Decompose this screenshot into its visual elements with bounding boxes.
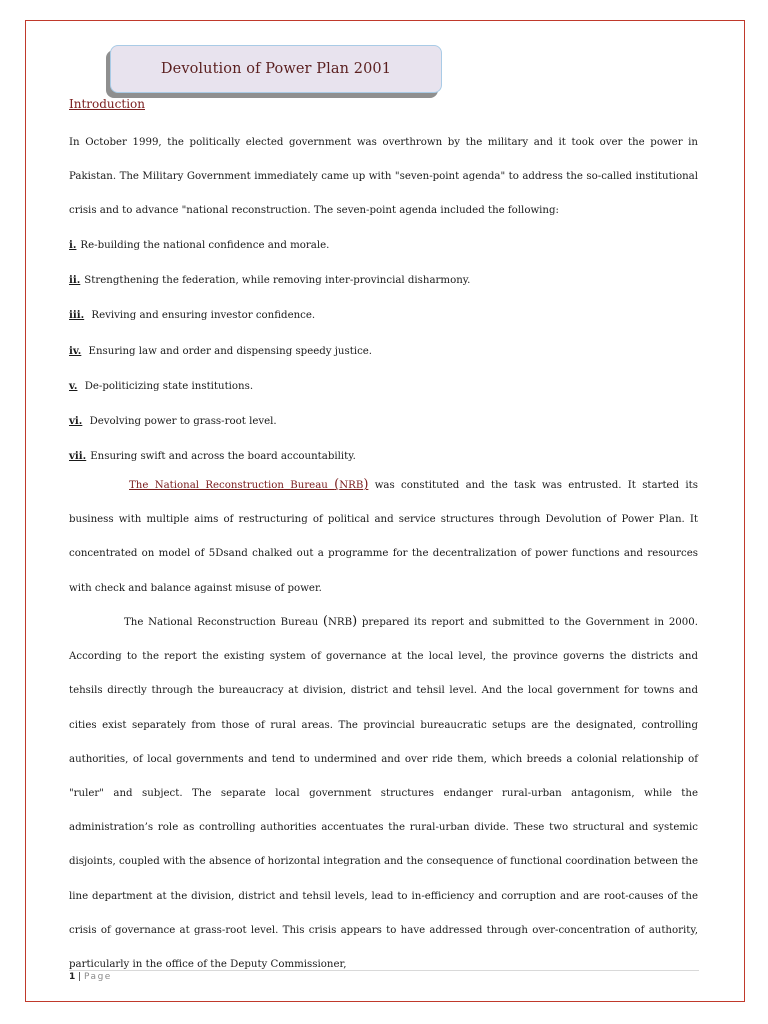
- agenda-item: [69, 369, 698, 404]
- page-separator: |: [75, 972, 85, 982]
- agenda-number: ii.: [69, 274, 81, 287]
- agenda-item: [69, 228, 698, 263]
- agenda-number: iii.: [69, 309, 85, 322]
- paragraph-body: prepared its report and submitted to the Government in 2000. According to the report the existing system of governance at the local level, the province governs the districts and tehsils directly through the bureaucracy at division, district and tehsil level. And the local government for towns and cities exist separately from those of rural areas. The provincial bureaucratic setups are the designated, controlling authorities, of local governments and tend to undermined and over ride them, which breeds a colonial relationship of "ruler" and subject. The separate local government structures endanger rural-urban antagonism, while the administration’s role as controlling authorities accentuates the rural-urban divide. These two structural and systemic disjoints, coupled with the absence of horizontal integration and the consequence of functional coordination between the line department at the division, district and tehsil levels, lead to in-efficiency and corruption and are root-causes of the crisis of governance at grass-root level. This crisis appears to have addressed through over-concentration of authority, particularly in the office of the Deputy Commissioner,: [69, 617, 698, 971]
- agenda-text: Reviving and ensuring investor confidence.: [88, 310, 316, 322]
- section-heading: Introduction: [69, 97, 145, 111]
- agenda-number: vi.: [69, 415, 83, 428]
- agenda-text: Devolving power to grass-root level.: [86, 416, 277, 428]
- page-footer: [69, 972, 112, 982]
- agenda-text: Ensuring law and order and dispensing speedy justice.: [85, 345, 373, 357]
- document-title: Devolution of Power Plan 2001: [160, 61, 392, 77]
- paragraph-lead: The National Reconstruction Bureau: [124, 617, 323, 628]
- agenda-text: De-politicizing state institutions.: [81, 380, 254, 392]
- nrb-link-text: The National Reconstruction Bureau: [129, 480, 335, 491]
- agenda-number: v.: [69, 379, 78, 392]
- agenda-text: Strengthening the federation, while removing inter-provincial disharmony.: [84, 275, 471, 287]
- agenda-item: [69, 334, 698, 369]
- agenda-item: [69, 263, 698, 298]
- page-number: 1: [69, 972, 76, 982]
- nrb-abbr: NRB: [339, 480, 364, 491]
- paragraph-intro: In October 1999, the politically elected government was overthrown by the military and it took over the power in Pakistan. The Military Government immediately came up with "seven-point agenda" to address the so-called institutional crisis and to advance "national reconstruction. The seven-point agenda included the following:: [69, 137, 698, 217]
- paragraph-nrb-report: The National Reconstruction Bureau (NRB) prepared its report and submitted to the Government in 2000. According to the report the existing system of governance at the local level, the province governs the districts and tehsils directly through the bureaucracy at division, district and tehsil level. And the local government for towns and cities exist separately from those of rural areas. The provincial bureaucratic setups are the designated, controlling authorities, of local governments and tend to undermined and over ride them, which breeds a colonial relationship of "ruler" and subject. The separate local government structures endanger rural-urban antagonism, while the administration’s role as controlling authorities accentuates the rural-urban divide. These two structural and systemic disjoints, coupled with the absence of horizontal integration and the consequence of functional coordination between the line department at the division, district and tehsil levels, lead to in-efficiency and corruption and are root-causes of the crisis of governance at grass-root level. This crisis appears to have addressed through over-concentration of authority, particularly in the office of the Deputy Commissioner,: [69, 614, 698, 971]
- agenda-number: vii.: [69, 450, 87, 463]
- agenda-item: [69, 404, 698, 439]
- title-box: [110, 45, 442, 93]
- nrb-abbr: NRB: [328, 617, 353, 628]
- agenda-text: Ensuring swift and across the board accountability.: [90, 451, 356, 463]
- agenda-list: [69, 228, 698, 474]
- agenda-number: i.: [69, 239, 77, 251]
- agenda-item: [69, 298, 698, 333]
- agenda-text: Re-building the national confidence and morale.: [80, 240, 330, 251]
- paragraph-body: was constituted and the task was entrusted. It started its business with multiple aims of restructuring of political and service structures through Devolution of Power Plan. It concentrated on model of 5Dsand chalked out a programme for the decentralization of power functions and resources with check and balance against misuse of power.: [69, 480, 698, 594]
- paragraph-nrb-constituted: [69, 468, 698, 606]
- nrb-link[interactable]: The National Reconstruction Bureau (NRB): [129, 477, 369, 492]
- footer-divider: [69, 970, 699, 971]
- agenda-number: iv.: [69, 344, 82, 357]
- page-label: Page: [84, 972, 112, 982]
